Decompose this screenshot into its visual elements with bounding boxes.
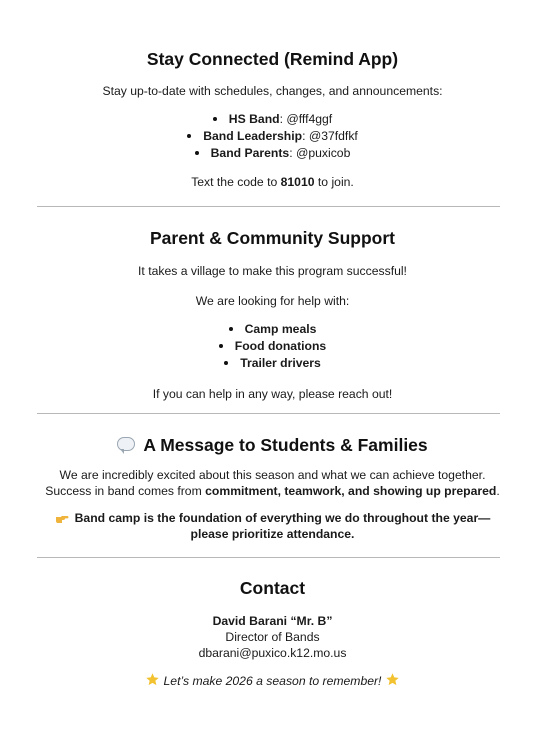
- remind-title: Stay Connected (Remind App): [146, 49, 399, 69]
- contact-section: [0, 577, 545, 689]
- contact-closing: Let’s make 2026 a season to remember!: [0, 673, 545, 689]
- remind-section: [0, 48, 545, 190]
- support-section: [0, 227, 545, 402]
- message-line-1: We are incredibly excited about this season and what we can achieve together.: [59, 468, 486, 482]
- divider: [37, 206, 500, 207]
- support-item-food-donations: Food donations: [0, 338, 545, 355]
- message-section: [0, 434, 545, 542]
- remind-list: [0, 111, 545, 162]
- support-item-trailer-drivers: Trailer drivers: [0, 355, 545, 372]
- remind-item-leadership: Band Leadership: @37fdfkf: [0, 128, 545, 145]
- contact-title: Contact: [239, 578, 306, 598]
- divider: [37, 557, 500, 558]
- support-item-camp-meals: Camp meals: [0, 321, 545, 338]
- contact-email[interactable]: dbarani@puxico.k12.mo.us: [198, 646, 347, 660]
- support-looking: We are looking for help with:: [195, 294, 350, 308]
- message-title: A Message to Students & Families: [143, 435, 428, 455]
- star-icon: [145, 672, 160, 687]
- speech-bubble-icon: [117, 437, 135, 451]
- remind-item-parents: Band Parents: @puxicob: [0, 145, 545, 162]
- message-line-2: Success in band comes from commitment, teamwork, and showing up prepared.: [45, 484, 500, 498]
- contact-name: David Barani “Mr. B”: [212, 614, 333, 628]
- remind-intro: Stay up-to-date with schedules, changes, and announcements:: [102, 84, 443, 98]
- message-heading: [0, 434, 545, 456]
- support-list: [0, 321, 545, 372]
- support-reach: If you can help in any way, please reach out!: [152, 387, 393, 401]
- pointing-hand-icon: [55, 512, 69, 524]
- star-icon: [385, 672, 400, 687]
- contact-role: Director of Bands: [225, 630, 320, 644]
- divider: [37, 413, 500, 414]
- support-village: It takes a village to make this program successful!: [138, 264, 407, 278]
- remind-item-hs-band: HS Band: @fff4ggf: [0, 111, 545, 128]
- message-emphasis: Band camp is the foundation of everything we do throughout the year—please prioritize attendance.: [0, 510, 545, 542]
- remind-join-text: Text the code to 81010 to join.: [191, 175, 354, 189]
- support-title: Parent & Community Support: [149, 228, 395, 248]
